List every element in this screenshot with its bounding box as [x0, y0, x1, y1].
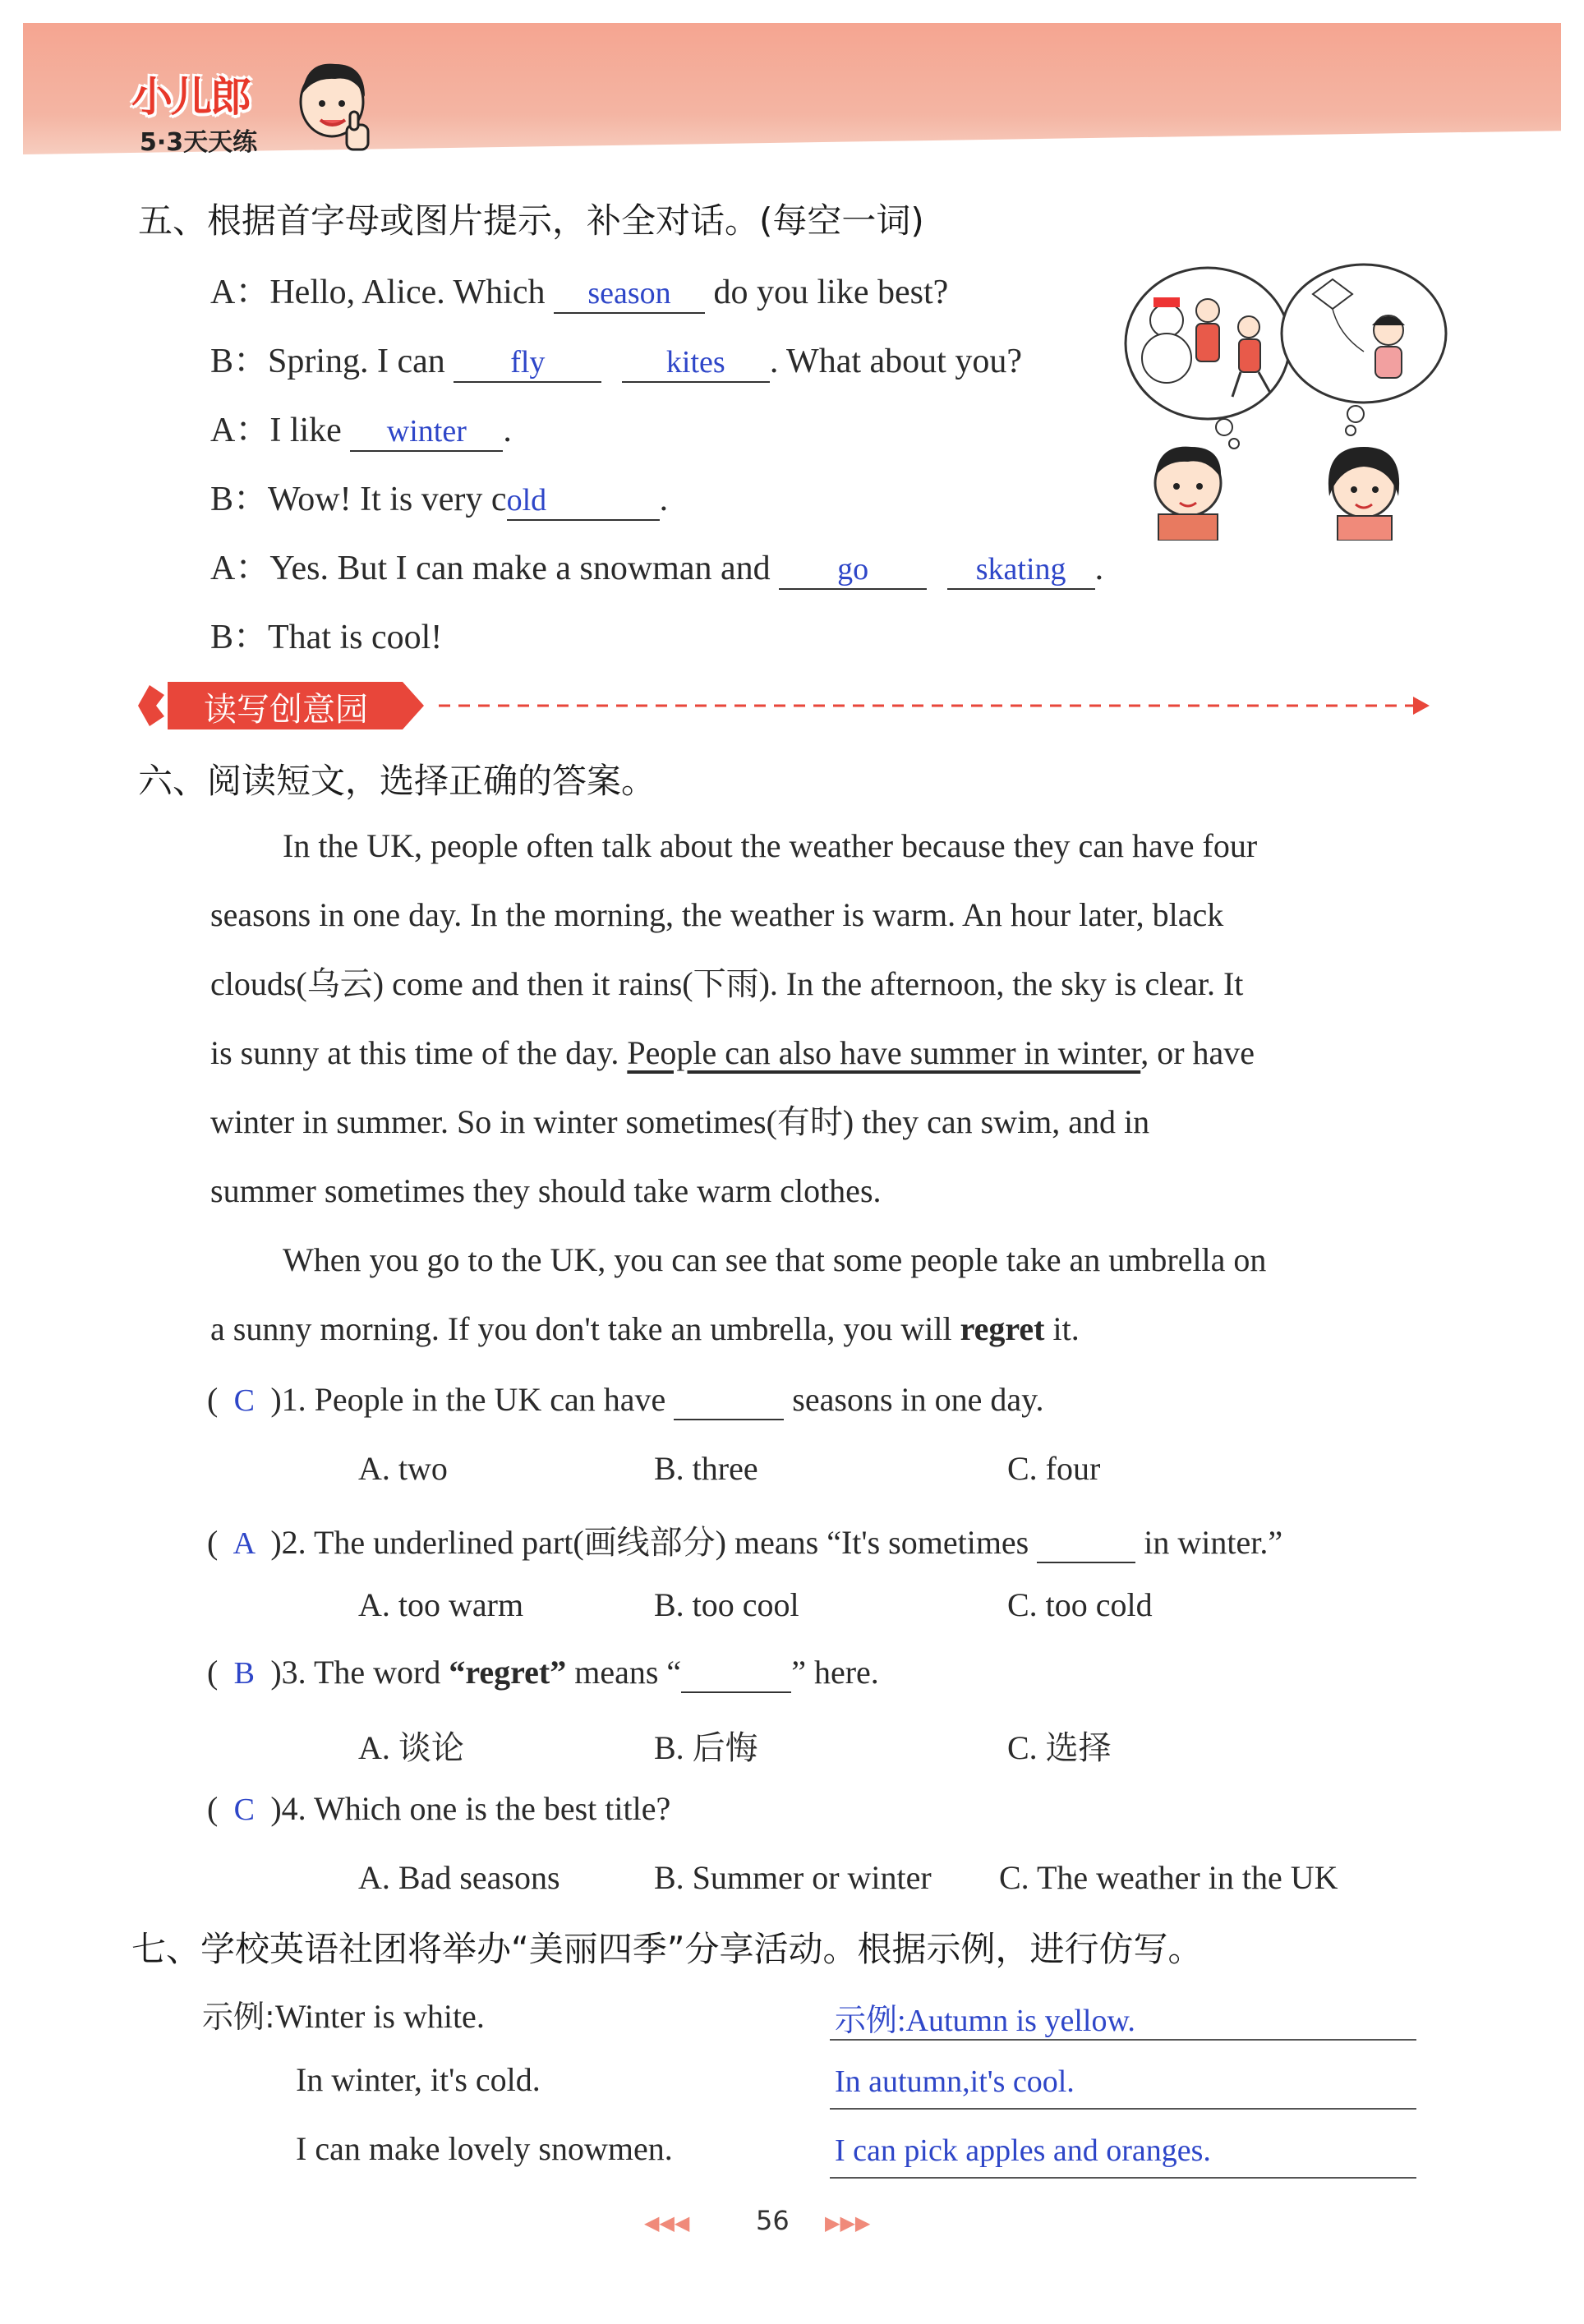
section6-title: 六、阅读短文，选择正确的答案。 — [138, 761, 656, 801]
speaker-label: B： — [210, 619, 269, 656]
q2-option-b: B. too cool — [654, 1586, 799, 1623]
answer-blank — [554, 273, 705, 314]
question-stem: in winter.” — [1144, 1524, 1283, 1561]
line-text: . — [503, 412, 512, 449]
q3-option-a: A. 谈论 — [358, 1729, 464, 1766]
question-number: )3. — [270, 1654, 306, 1691]
dialogue-line-6 — [210, 610, 442, 659]
dialogue-line-5 — [210, 541, 1103, 590]
question-stem: seasons in one day. — [792, 1381, 1044, 1418]
next-arrows-icon: ▶▶▶ — [825, 2211, 871, 2234]
example-label: 示例: — [202, 1999, 275, 2035]
line-text: That is cool! — [268, 619, 443, 656]
bold-word: “regret” — [449, 1654, 567, 1691]
passage-line: When you go to the UK, you can see that some people take an umbrella on — [283, 1241, 1267, 1278]
line-text: . — [1094, 550, 1104, 587]
bold-word: regret — [960, 1310, 1045, 1347]
dialogue-line-3 — [210, 403, 512, 452]
q2-option-c: C. too cold — [1007, 1586, 1153, 1623]
answer-text: go — [837, 552, 869, 587]
q1-option-c: C. four — [1007, 1450, 1101, 1487]
question-2: ( A )2. The underlined part(画线部分) means “It's sometimes in winter.” — [207, 1516, 1282, 1563]
passage-line: summer sometimes they should take warm clothes. — [210, 1172, 882, 1209]
example-line-2: In winter, it's cold. — [296, 2061, 541, 2098]
thought-bubble-spring — [1282, 265, 1446, 403]
line-text: . — [659, 481, 669, 518]
passage-line: winter in summer. So in winter sometimes(有时) they can swim, and in — [210, 1103, 1150, 1140]
answer-text: season — [587, 276, 671, 311]
question-1: ( C )1. People in the UK can have seasons in one day. — [207, 1380, 1044, 1420]
answer-blank — [454, 342, 601, 383]
passage-line — [210, 1295, 1426, 1364]
answer-line-3 — [830, 2133, 1416, 2179]
question-stem: The word — [313, 1654, 441, 1691]
passage-text: is sunny at this time of the day. — [210, 1034, 619, 1071]
reading-passage — [210, 812, 1426, 1364]
banner-label: 读写创意园 — [204, 691, 368, 729]
mascot-boy-thumbs-up-icon — [289, 54, 380, 161]
question-number: )2. — [270, 1524, 306, 1561]
question-stem: ” here. — [791, 1654, 879, 1691]
arrow-right-icon — [1413, 697, 1430, 715]
answer-blank — [507, 480, 660, 521]
line-text: I like — [269, 412, 342, 449]
answer-text: kites — [665, 345, 725, 380]
speaker-label: A： — [210, 412, 270, 449]
example-line-1 — [202, 1991, 485, 2036]
question-3: ( B )3. The word “regret” means “ ” here. — [207, 1653, 879, 1693]
answer-text: fly — [510, 345, 546, 380]
dialogue-line-4 — [210, 472, 668, 521]
q4-option-b: B. Summer or winter — [654, 1859, 932, 1896]
dialogue-line-2 — [210, 334, 1022, 383]
answer-text: In autumn,it's cool. — [835, 2064, 1075, 2099]
speaker-label: B： — [210, 481, 269, 518]
answer-blank — [622, 342, 770, 383]
answer-blank — [350, 411, 503, 452]
choice-answer: B — [233, 1656, 255, 1691]
passage-line — [210, 1019, 1426, 1088]
speaker-label: B： — [210, 343, 269, 380]
question-stem: People in the UK can have — [314, 1381, 666, 1418]
example-text: Winter is white. — [274, 1998, 485, 2035]
answer-line-2 — [830, 2064, 1416, 2110]
answer-text: old — [506, 483, 547, 518]
question-stem: The underlined part(画线部分) means “It's sometimes — [313, 1524, 1029, 1561]
question-number: )4. — [270, 1790, 306, 1827]
example-line-3: I can make lovely snowmen. — [296, 2130, 673, 2167]
passage-line: In the UK, people often talk about the weather because they can have four — [283, 827, 1258, 864]
page-number: 56 — [756, 2205, 790, 2236]
line-text: Spring. I can — [268, 343, 445, 380]
section5-title: 五、根据首字母或图片提示，补全对话。(每空一词) — [138, 200, 924, 241]
passage-text: , or have — [1140, 1034, 1255, 1071]
star-burst-icon — [138, 685, 164, 726]
speaker-label: A： — [210, 550, 270, 587]
prev-arrows-icon: ◀◀◀ — [644, 2211, 690, 2234]
answer-blank — [674, 1380, 784, 1420]
answer-text: skating — [975, 552, 1066, 587]
line-text: Wow! It is very c — [268, 481, 507, 518]
q2-option-a: A. too warm — [358, 1586, 524, 1623]
question-4: ( C )4. Which one is the best title? — [207, 1790, 671, 1827]
line-text: do you like best? — [713, 274, 949, 311]
snowman-icon — [1150, 304, 1183, 337]
choice-answer: A — [233, 1526, 256, 1561]
line-text: . What about you? — [769, 343, 1022, 380]
q4-option-c: C. The weather in the UK — [999, 1859, 1338, 1896]
question-number: )1. — [270, 1381, 306, 1418]
passage-line: seasons in one day. In the morning, the weather is warm. An hour later, black — [210, 896, 1224, 933]
answer-blank — [947, 549, 1095, 590]
answer-text: 示例:Autumn is yellow. — [835, 2004, 1135, 2038]
question-stem: Which one is the best title? — [313, 1790, 671, 1827]
line-text: Hello, Alice. Which — [269, 274, 546, 311]
passage-text: it. — [1044, 1310, 1080, 1347]
skater-child-icon — [1238, 316, 1259, 338]
answer-blank — [681, 1653, 791, 1693]
answer-text: I can pick apples and oranges. — [835, 2133, 1211, 2168]
brand-subtitle: 5·3天天练 — [140, 128, 258, 157]
speaker-label: A： — [210, 274, 270, 311]
passage-text: a sunny morning. If you don't take an umbrella, you will — [210, 1310, 952, 1347]
section7-title: 七、学校英语社团将举办“美丽四季”分享活动。根据示例，进行仿写。 — [131, 1929, 1203, 1969]
answer-blank — [1037, 1523, 1135, 1563]
answer-line-1 — [830, 1995, 1416, 2041]
passage-line: clouds(乌云) come and then it rains(下雨). In the afternoon, the sky is clear. It — [210, 965, 1244, 1002]
line-text: Yes. But I can make a snowman and — [269, 550, 771, 587]
q4-option-a: A. Bad seasons — [358, 1859, 560, 1896]
q3-option-b: B. 后悔 — [654, 1729, 758, 1766]
q1-option-b: B. three — [654, 1450, 758, 1487]
question-stem: means “ — [574, 1654, 682, 1691]
underlined-part: People can also have summer in winter — [627, 1034, 1141, 1071]
choice-answer: C — [233, 1383, 255, 1418]
seasons-illustration — [1117, 261, 1462, 541]
answer-blank — [779, 549, 927, 590]
brand-logo: 小儿郎 — [131, 73, 250, 121]
q1-option-a: A. two — [358, 1450, 448, 1487]
choice-answer: C — [233, 1792, 255, 1827]
answer-text: winter — [386, 414, 467, 449]
q3-option-c: C. 选择 — [1007, 1729, 1112, 1766]
dialogue-line-1 — [210, 265, 948, 314]
